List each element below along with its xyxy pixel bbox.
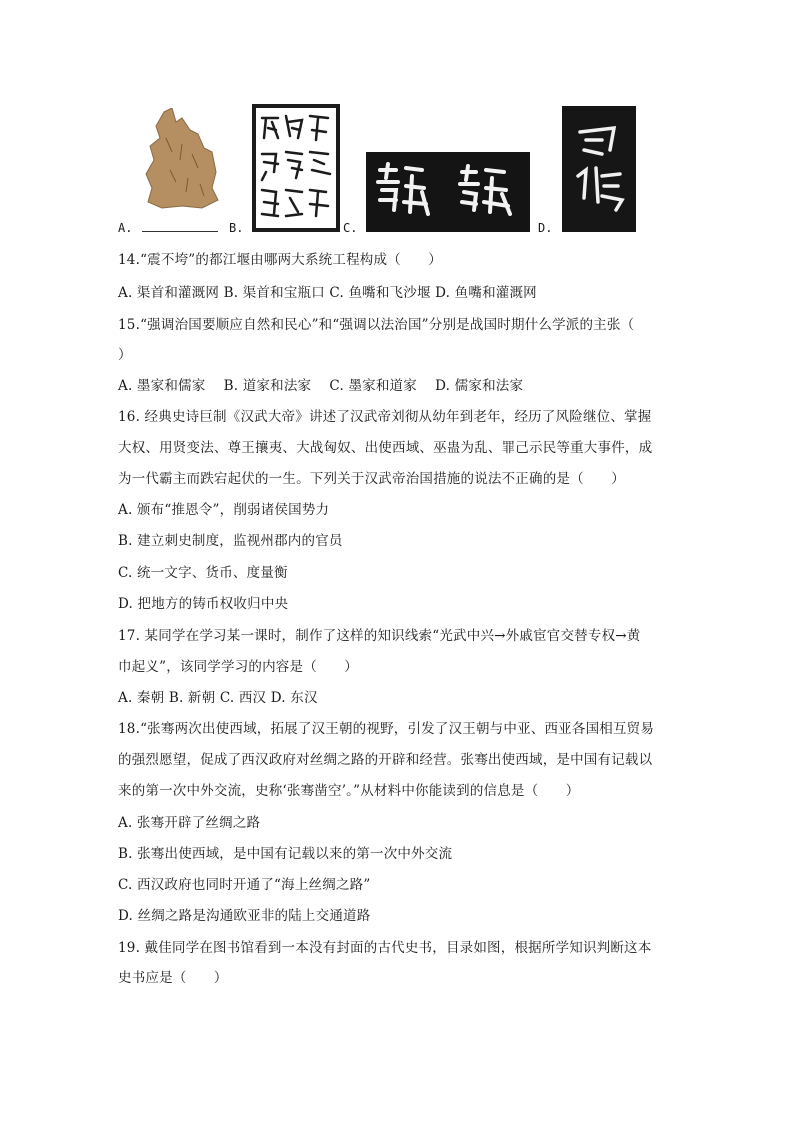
q15-stem-line1: 15.“强调治国要顺应自然和民心”和“强调以法治国”分别是战国时期什么学派的主张（ — [118, 317, 635, 333]
q15-stem-line2: ） — [118, 347, 132, 363]
q18-option-c: C. 西汉政府也同时开通了“海上丝绸之路” — [118, 877, 371, 893]
q16-option-d: D. 把地方的铸币权收归中央 — [118, 596, 289, 612]
q19-stem-line2: 史书应是（ ） — [118, 970, 228, 986]
q17-stem-line1: 17. 某同学在学习某一课时，制作了这样的知识线索“光武中兴→外戚宦官交替专权→黄 — [118, 628, 641, 644]
q14-stem: 14.“震不垮”的都江堰由哪两大系统工程构成（ ） — [118, 252, 442, 268]
dragon-calligraphy-image — [366, 152, 530, 232]
q18-stem-line1: 18.“张骞两次出使西域，拓展了汉王朝的视野，引发了汉王朝与中亚、西亚各国相互贸易 — [118, 721, 655, 737]
option-d-label: D. — [538, 221, 553, 235]
q15-options: A. 墨家和儒家 B. 道家和法家 C. 墨家和道家 D. 儒家和法家 — [118, 378, 524, 394]
seal-script-image — [252, 104, 340, 232]
q16-option-c: C. 统一文字、货币、度量衡 — [118, 565, 288, 581]
q16-stem-line2: 大权、用贤变法、尊王攘夷、大战匈奴、出使西域、巫蛊为乱、罪己示民等重大事件，成 — [118, 440, 653, 456]
q18-stem-line3: 来的第一次中外交流，史称‘张骞凿空’。”从材料中你能读到的信息是（ ） — [118, 783, 580, 799]
q19-stem-line1: 19. 戴佳同学在图书馆看到一本没有封面的古代史书，目录如图，根据所学知识判断这本 — [118, 940, 652, 956]
q16-option-b: B. 建立刺史制度，监视州郡内的官员 — [118, 533, 343, 549]
q16-stem-line3: 为一代霸主而跌宕起伏的一生。下列关于汉武帝治国措施的说法不正确的是（ ） — [118, 471, 625, 487]
q14-options: A. 渠首和灌溉网 B. 渠首和宝瓶口 C. 鱼嘴和飞沙堰 D. 鱼嘴和灌溉网 — [118, 285, 537, 301]
cursive-calligraphy-image — [562, 106, 636, 232]
q18-option-d: D. 丝绸之路是沟通欧亚非的陆上交通道路 — [118, 908, 371, 924]
option-c-label: C. — [343, 221, 358, 235]
q18-option-a: A. 张骞开辟了丝绸之路 — [118, 815, 261, 831]
q17-options: A. 秦朝 B. 新朝 C. 西汉 D. 东汉 — [118, 690, 318, 706]
q17-stem-line2: 巾起义”，该同学学习的内容是（ ） — [118, 659, 359, 675]
q16-option-a: A. 颁布“推恩令”，削弱诸侯国势力 — [118, 502, 330, 518]
q18-stem-line2: 的强烈愿望，促成了西汉政府对丝绸之路的开辟和经营。张骞出使西域，是中国有记载以 — [118, 752, 653, 768]
option-a-label: A. — [118, 221, 133, 235]
option-b-label: B. — [229, 221, 244, 235]
q16-stem-line1: 16. 经典史诗巨制《汉武大帝》讲述了汉武帝刘彻从幼年到老年，经历了风险继位、掌握 — [118, 409, 652, 425]
q18-option-b: B. 张骞出使西域，是中国有记载以来的第一次中外交流 — [118, 846, 453, 862]
image-a-underline — [142, 231, 218, 232]
oracle-bone-image — [142, 108, 220, 210]
